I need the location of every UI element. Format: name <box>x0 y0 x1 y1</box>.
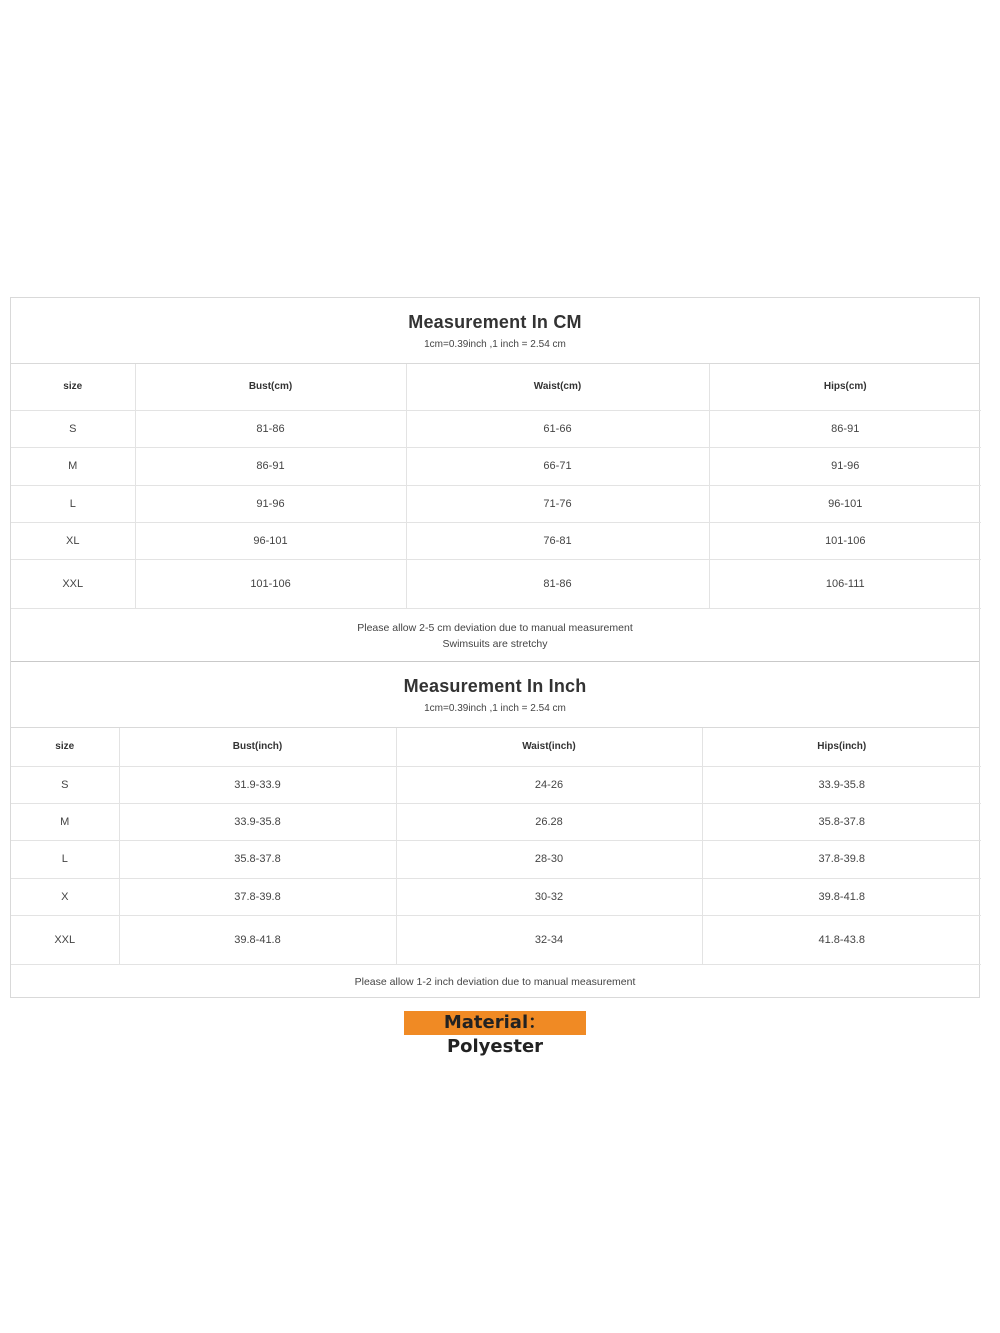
waist-cell: 24-26 <box>396 766 702 803</box>
bust-cell: 31.9-33.9 <box>119 766 396 803</box>
table-row <box>11 840 981 878</box>
bust-cell: 33.9-35.8 <box>119 803 396 840</box>
size-cell: L <box>11 840 119 878</box>
hips-cell: 106-111 <box>709 559 981 608</box>
cm-col-waist: Waist(cm) <box>406 364 709 410</box>
hips-cell: 91-96 <box>709 447 981 485</box>
bust-cell: 101-106 <box>135 559 406 608</box>
inch-table <box>11 728 981 965</box>
table-row <box>11 410 981 447</box>
table-row <box>11 766 981 803</box>
cm-note-line1: Please allow 2-5 cm deviation due to manual measurement <box>357 622 633 634</box>
bust-cell: 91-96 <box>135 485 406 522</box>
table-row <box>11 803 981 840</box>
waist-cell: 30-32 <box>396 878 702 915</box>
cm-header-row <box>11 364 981 410</box>
table-row <box>11 559 981 608</box>
bust-cell: 37.8-39.8 <box>119 878 396 915</box>
cm-title: Measurement In CM <box>408 312 582 332</box>
hips-cell: 37.8-39.8 <box>702 840 981 878</box>
size-cell: S <box>11 410 135 447</box>
inch-header <box>11 662 979 728</box>
inch-col-size: size <box>11 728 119 766</box>
size-cell: L <box>11 485 135 522</box>
waist-cell: 71-76 <box>406 485 709 522</box>
waist-cell: 81-86 <box>406 559 709 608</box>
material-label: Material： Polyester <box>404 1011 586 1035</box>
hips-cell: 39.8-41.8 <box>702 878 981 915</box>
bust-cell: 39.8-41.8 <box>119 915 396 964</box>
waist-cell: 28-30 <box>396 840 702 878</box>
cm-conversion-note: 1cm=0.39inch ,1 inch = 2.54 cm <box>424 339 566 350</box>
bust-cell: 96-101 <box>135 522 406 559</box>
hips-cell: 33.9-35.8 <box>702 766 981 803</box>
bust-cell: 81-86 <box>135 410 406 447</box>
waist-cell: 61-66 <box>406 410 709 447</box>
inch-header-row <box>11 728 981 766</box>
bust-cell: 86-91 <box>135 447 406 485</box>
hips-cell: 35.8-37.8 <box>702 803 981 840</box>
cm-col-hips: Hips(cm) <box>709 364 981 410</box>
cm-col-size: size <box>11 364 135 410</box>
size-cell: XXL <box>11 915 119 964</box>
hips-cell: 101-106 <box>709 522 981 559</box>
waist-cell: 76-81 <box>406 522 709 559</box>
cm-note-line2: Swimsuits are stretchy <box>442 638 548 650</box>
hips-cell: 41.8-43.8 <box>702 915 981 964</box>
cm-header <box>11 298 979 364</box>
size-chart <box>10 297 980 998</box>
table-row <box>11 878 981 915</box>
cm-deviation-note <box>11 620 979 652</box>
size-cell: M <box>11 447 135 485</box>
inch-col-waist: Waist(inch) <box>396 728 702 766</box>
table-row <box>11 447 981 485</box>
size-cell: S <box>11 766 119 803</box>
hips-cell: 86-91 <box>709 410 981 447</box>
inch-deviation-note: Please allow 1-2 inch deviation due to manual measurement <box>354 976 636 988</box>
table-row <box>11 915 981 964</box>
size-cell: X <box>11 878 119 915</box>
hips-cell: 96-101 <box>709 485 981 522</box>
inch-col-bust: Bust(inch) <box>119 728 396 766</box>
size-cell: XXL <box>11 559 135 608</box>
cm-table <box>11 364 981 609</box>
waist-cell: 26.28 <box>396 803 702 840</box>
table-row <box>11 522 981 559</box>
inch-conversion-note: 1cm=0.39inch ,1 inch = 2.54 cm <box>424 703 566 714</box>
size-cell: M <box>11 803 119 840</box>
table-row <box>11 485 981 522</box>
bust-cell: 35.8-37.8 <box>119 840 396 878</box>
waist-cell: 66-71 <box>406 447 709 485</box>
cm-col-bust: Bust(cm) <box>135 364 406 410</box>
inch-col-hips: Hips(inch) <box>702 728 981 766</box>
size-cell: XL <box>11 522 135 559</box>
waist-cell: 32-34 <box>396 915 702 964</box>
inch-title: Measurement In Inch <box>403 676 587 696</box>
